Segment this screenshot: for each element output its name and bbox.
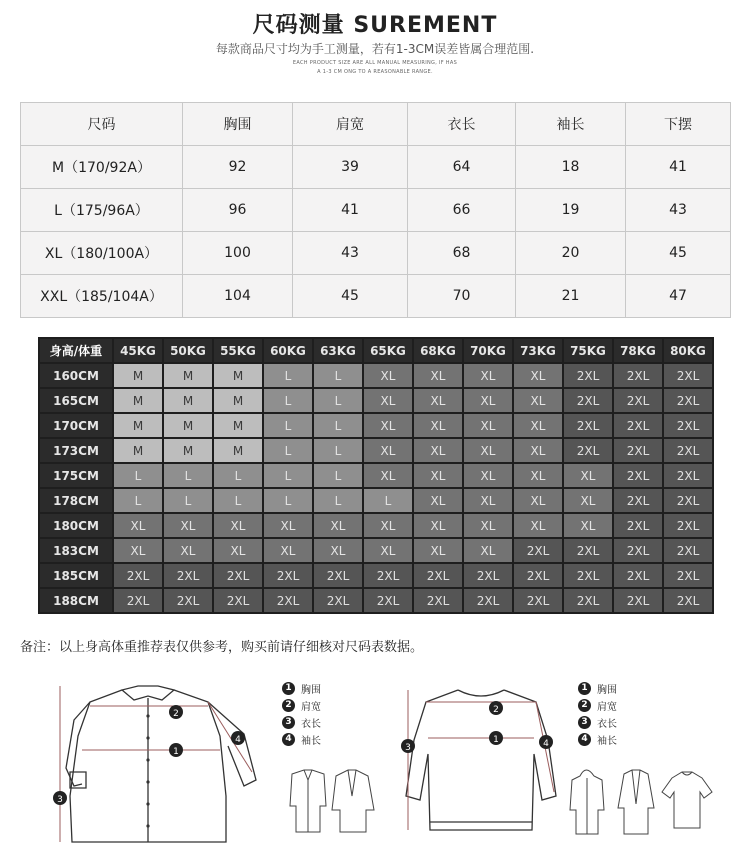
table-row xyxy=(40,464,712,487)
table-row xyxy=(40,589,712,612)
height-weight-corner-label: 身高/体重 xyxy=(40,339,112,362)
english-note-line2: A 1-3 CM ONG TO A REASONABLE RANGE. xyxy=(317,69,433,75)
svg-text:4: 4 xyxy=(235,735,241,745)
svg-text:2: 2 xyxy=(173,709,179,719)
recommended-size-cell: XL xyxy=(464,414,512,437)
recommended-size-cell: 2XL xyxy=(664,514,712,537)
recommended-size-cell: 2XL xyxy=(614,364,662,387)
recommended-size-cell: XL xyxy=(464,489,512,512)
svg-text:3: 3 xyxy=(405,743,411,753)
recommended-size-cell: 2XL xyxy=(414,589,462,612)
measurement-cell: 43 xyxy=(293,232,408,275)
recommended-size-cell: 2XL xyxy=(664,464,712,487)
marker-length-icon xyxy=(53,791,67,805)
legend-chest xyxy=(578,681,617,696)
recommended-size-cell: 2XL xyxy=(264,589,312,612)
recommended-size-cell: L xyxy=(264,389,312,412)
recommended-size-cell: XL xyxy=(514,364,562,387)
recommended-size-cell: XL xyxy=(364,539,412,562)
height-header-cell: 175CM xyxy=(40,464,112,487)
recommended-size-cell: 2XL xyxy=(664,414,712,437)
recommended-size-cell: XL xyxy=(414,489,462,512)
recommended-size-cell: 2XL xyxy=(564,589,612,612)
legend-shoulder xyxy=(578,698,617,713)
weight-header-cell: 55KG xyxy=(214,339,262,362)
hoodie-cardigan-tee-sketch-icon xyxy=(566,764,716,838)
marker-length-icon xyxy=(401,739,415,753)
recommended-size-cell: XL xyxy=(114,514,162,537)
height-header-cell: 170CM xyxy=(40,414,112,437)
recommended-size-cell: XL xyxy=(364,439,412,462)
recommended-size-cell: 2XL xyxy=(614,589,662,612)
measurement-cell: 45 xyxy=(293,275,408,318)
height-header-cell: 173CM xyxy=(40,439,112,462)
recommended-size-cell: XL xyxy=(314,539,362,562)
recommended-size-cell: XL xyxy=(414,389,462,412)
weight-header-cell: 73KG xyxy=(514,339,562,362)
height-header-cell: 160CM xyxy=(40,364,112,387)
size-table-header-cell: 尺码 xyxy=(21,103,183,146)
recommended-size-cell: M xyxy=(114,439,162,462)
size-label-cell: L（175/96A） xyxy=(21,189,183,232)
table-row xyxy=(21,232,731,275)
weight-header-cell: 80KG xyxy=(664,339,712,362)
sweater-measurement-diagram xyxy=(396,680,566,840)
height-header-cell: 183CM xyxy=(40,539,112,562)
marker-shoulder-icon xyxy=(169,705,183,719)
recommended-size-cell: XL xyxy=(214,539,262,562)
size-label-cell: XXL（185/104A） xyxy=(21,275,183,318)
recommended-size-cell: M xyxy=(114,389,162,412)
recommended-size-cell: 2XL xyxy=(364,589,412,612)
measurement-cell: 39 xyxy=(293,146,408,189)
recommended-size-cell: XL xyxy=(364,389,412,412)
recommended-size-cell: L xyxy=(314,464,362,487)
measurement-cell: 70 xyxy=(408,275,516,318)
shirt-measurement-diagram xyxy=(30,676,260,856)
legend-shoulder xyxy=(282,698,321,713)
recommended-size-cell: 2XL xyxy=(314,564,362,587)
recommended-size-cell: L xyxy=(264,364,312,387)
footnote: 备注：以上身高体重推荐表仅供参考，购买前请仔细核对尺码表数据。 xyxy=(20,640,424,655)
recommended-size-cell: XL xyxy=(464,364,512,387)
recommended-size-cell: L xyxy=(114,489,162,512)
table-row xyxy=(21,275,731,318)
recommended-size-cell: XL xyxy=(414,439,462,462)
recommended-size-cell: 2XL xyxy=(214,564,262,587)
recommended-size-cell: 2XL xyxy=(114,589,162,612)
english-note-line1: EACH PRODUCT SIZE ARE ALL MANUAL MEASURING, IF HAS xyxy=(292,60,458,66)
recommended-size-cell: 2XL xyxy=(614,389,662,412)
recommended-size-cell: 2XL xyxy=(114,564,162,587)
weight-header-cell: 60KG xyxy=(264,339,312,362)
recommended-size-cell: M xyxy=(164,389,212,412)
recommended-size-cell: M xyxy=(164,414,212,437)
number-1-icon: 1 xyxy=(578,682,591,695)
recommended-size-cell: 2XL xyxy=(514,539,562,562)
recommended-size-cell: 2XL xyxy=(164,564,212,587)
recommended-size-cell: XL xyxy=(564,489,612,512)
size-table-header-cell: 下摆 xyxy=(626,103,731,146)
recommended-size-cell: 2XL xyxy=(564,414,612,437)
recommended-size-cell: XL xyxy=(564,464,612,487)
legend-length xyxy=(578,715,617,730)
recommended-size-cell: 2XL xyxy=(164,589,212,612)
table-row xyxy=(40,364,712,387)
size-table-header-row xyxy=(21,103,731,146)
recommended-size-cell: XL xyxy=(114,539,162,562)
recommended-size-cell: L xyxy=(314,414,362,437)
recommended-size-cell: 2XL xyxy=(314,589,362,612)
recommended-size-cell: M xyxy=(214,414,262,437)
legend-sleeve xyxy=(282,732,321,747)
weight-header-cell: 75KG xyxy=(564,339,612,362)
measurement-cell: 18 xyxy=(516,146,626,189)
size-table xyxy=(20,102,731,318)
recommended-size-cell: XL xyxy=(264,539,312,562)
weight-header-cell: 70KG xyxy=(464,339,512,362)
recommended-size-cell: XL xyxy=(514,389,562,412)
recommended-size-cell: XL xyxy=(464,539,512,562)
table-row xyxy=(40,489,712,512)
recommended-size-cell: XL xyxy=(414,464,462,487)
recommended-size-cell: XL xyxy=(464,464,512,487)
table-row xyxy=(21,189,731,232)
svg-text:1: 1 xyxy=(493,735,499,745)
weight-header-cell: 63KG xyxy=(314,339,362,362)
recommended-size-cell: XL xyxy=(364,414,412,437)
weight-header-cell: 68KG xyxy=(414,339,462,362)
recommended-size-cell: XL xyxy=(514,489,562,512)
recommended-size-cell: M xyxy=(114,364,162,387)
number-2-icon: 2 xyxy=(578,699,591,712)
recommended-size-cell: L xyxy=(264,464,312,487)
measurement-cell: 66 xyxy=(408,189,516,232)
recommended-size-cell: L xyxy=(314,439,362,462)
recommended-size-cell: L xyxy=(214,489,262,512)
recommended-size-cell: 2XL xyxy=(564,564,612,587)
recommended-size-cell: 2XL xyxy=(264,564,312,587)
recommended-size-cell: 2XL xyxy=(464,564,512,587)
height-header-cell: 188CM xyxy=(40,589,112,612)
recommended-size-cell: XL xyxy=(514,464,562,487)
recommended-size-cell: M xyxy=(114,414,162,437)
number-2-icon: 2 xyxy=(282,699,295,712)
measurement-cell: 41 xyxy=(293,189,408,232)
table-row xyxy=(40,564,712,587)
recommended-size-cell: 2XL xyxy=(614,564,662,587)
recommended-size-cell: XL xyxy=(264,514,312,537)
recommended-size-cell: XL xyxy=(164,514,212,537)
measurement-cell: 92 xyxy=(183,146,293,189)
recommended-size-cell: M xyxy=(214,364,262,387)
height-header-cell: 180CM xyxy=(40,514,112,537)
measurement-cell: 96 xyxy=(183,189,293,232)
recommended-size-cell: L xyxy=(264,439,312,462)
height-header-cell: 178CM xyxy=(40,489,112,512)
svg-text:4: 4 xyxy=(543,739,549,749)
recommended-size-cell: 2XL xyxy=(564,389,612,412)
weight-header-cell: 45KG xyxy=(114,339,162,362)
recommended-size-cell: 2XL xyxy=(664,364,712,387)
recommended-size-cell: L xyxy=(164,464,212,487)
measurement-cell: 41 xyxy=(626,146,731,189)
recommended-size-cell: XL xyxy=(514,439,562,462)
recommended-size-cell: L xyxy=(314,364,362,387)
recommended-size-cell: M xyxy=(164,364,212,387)
legend-label: 肩宽 xyxy=(301,702,321,713)
page-subtitle: 每款商品尺寸均为手工测量，若有1-3CM误差皆属合理范围. xyxy=(215,42,535,56)
recommended-size-cell: 2XL xyxy=(664,439,712,462)
recommended-size-cell: 2XL xyxy=(514,589,562,612)
number-4-icon: 4 xyxy=(578,733,591,746)
recommended-size-cell: XL xyxy=(364,514,412,537)
size-table-header-cell: 胸围 xyxy=(183,103,293,146)
legend-sleeve xyxy=(578,732,617,747)
recommended-size-cell: XL xyxy=(414,539,462,562)
recommended-size-cell: 2XL xyxy=(664,589,712,612)
size-table-header-cell: 衣长 xyxy=(408,103,516,146)
size-table-header-cell: 袖长 xyxy=(516,103,626,146)
recommended-size-cell: L xyxy=(314,489,362,512)
number-3-icon: 3 xyxy=(282,716,295,729)
legend-label: 胸围 xyxy=(301,685,321,696)
measurement-cell: 45 xyxy=(626,232,731,275)
recommended-size-cell: XL xyxy=(364,364,412,387)
marker-chest-icon xyxy=(169,743,183,757)
recommended-size-cell: M xyxy=(214,439,262,462)
size-label-cell: XL（180/100A） xyxy=(21,232,183,275)
recommended-size-cell: XL xyxy=(164,539,212,562)
recommended-size-cell: 2XL xyxy=(664,539,712,562)
measurement-cell: 47 xyxy=(626,275,731,318)
measurement-cell: 19 xyxy=(516,189,626,232)
number-3-icon: 3 xyxy=(578,716,591,729)
measurement-cell: 100 xyxy=(183,232,293,275)
recommended-size-cell: L xyxy=(264,489,312,512)
weight-header-cell: 65KG xyxy=(364,339,412,362)
table-row xyxy=(21,146,731,189)
size-table-header-cell: 肩宽 xyxy=(293,103,408,146)
legend-label: 袖长 xyxy=(597,736,617,747)
recommended-size-cell: XL xyxy=(564,514,612,537)
table-row xyxy=(40,514,712,537)
recommended-size-cell: 2XL xyxy=(414,564,462,587)
table-row xyxy=(40,539,712,562)
page-title: 尺码测量 SUREMENT xyxy=(252,13,498,38)
recommended-size-cell: XL xyxy=(364,464,412,487)
recommended-size-cell: XL xyxy=(464,514,512,537)
recommended-size-cell: XL xyxy=(214,514,262,537)
recommended-size-cell: 2XL xyxy=(664,564,712,587)
table-row xyxy=(40,389,712,412)
recommended-size-cell: 2XL xyxy=(664,389,712,412)
legend-label: 袖长 xyxy=(301,736,321,747)
recommended-size-cell: 2XL xyxy=(614,439,662,462)
measurement-cell: 68 xyxy=(408,232,516,275)
recommended-size-cell: 2XL xyxy=(664,489,712,512)
marker-sleeve-icon xyxy=(231,731,245,745)
recommended-size-cell: 2XL xyxy=(364,564,412,587)
recommended-size-cell: L xyxy=(214,464,262,487)
measurement-cell: 43 xyxy=(626,189,731,232)
recommended-size-cell: XL xyxy=(414,514,462,537)
marker-sleeve-icon xyxy=(539,735,553,749)
recommended-size-cell: L xyxy=(364,489,412,512)
recommended-size-cell: L xyxy=(314,389,362,412)
weight-header-cell: 50KG xyxy=(164,339,212,362)
weight-header-cell: 78KG xyxy=(614,339,662,362)
legend-label: 衣长 xyxy=(597,719,617,730)
table-row xyxy=(40,414,712,437)
svg-text:3: 3 xyxy=(57,795,63,805)
recommended-size-cell: M xyxy=(164,439,212,462)
recommended-size-cell: XL xyxy=(314,514,362,537)
recommended-size-cell: XL xyxy=(464,389,512,412)
recommended-size-cell: 2XL xyxy=(214,589,262,612)
svg-text:2: 2 xyxy=(493,705,499,715)
recommended-size-cell: L xyxy=(264,414,312,437)
legend-label: 肩宽 xyxy=(597,702,617,713)
recommended-size-cell: 2XL xyxy=(564,539,612,562)
recommended-size-cell: 2XL xyxy=(614,539,662,562)
size-recommendation-table xyxy=(38,337,714,614)
marker-shoulder-icon xyxy=(489,701,503,715)
recommended-size-cell: XL xyxy=(464,439,512,462)
legend-label: 衣长 xyxy=(301,719,321,730)
measurement-cell: 104 xyxy=(183,275,293,318)
recommended-size-cell: 2XL xyxy=(564,364,612,387)
recommended-size-cell: 2XL xyxy=(614,514,662,537)
recommended-size-cell: 2XL xyxy=(564,439,612,462)
measurement-cell: 21 xyxy=(516,275,626,318)
recommended-size-cell: XL xyxy=(414,414,462,437)
number-1-icon: 1 xyxy=(282,682,295,695)
size-label-cell: M（170/92A） xyxy=(21,146,183,189)
table-row xyxy=(40,439,712,462)
measurement-cell: 64 xyxy=(408,146,516,189)
recommended-size-cell: XL xyxy=(514,514,562,537)
number-4-icon: 4 xyxy=(282,733,295,746)
recommended-size-cell: 2XL xyxy=(514,564,562,587)
recommended-size-cell: XL xyxy=(414,364,462,387)
recommended-size-cell: XL xyxy=(514,414,562,437)
legend-label: 胸围 xyxy=(597,685,617,696)
recommended-size-cell: M xyxy=(214,389,262,412)
height-header-cell: 165CM xyxy=(40,389,112,412)
recommended-size-cell: L xyxy=(114,464,162,487)
marker-chest-icon xyxy=(489,731,503,745)
recommended-size-cell: 2XL xyxy=(614,489,662,512)
recommended-size-cell: L xyxy=(164,489,212,512)
svg-text:1: 1 xyxy=(173,747,179,757)
recommended-size-cell: 2XL xyxy=(614,414,662,437)
recommended-size-cell: 2XL xyxy=(614,464,662,487)
height-header-cell: 185CM xyxy=(40,564,112,587)
recommended-size-cell: 2XL xyxy=(464,589,512,612)
jacket-sketch-icon xyxy=(274,766,384,836)
legend-chest xyxy=(282,681,321,696)
legend-length xyxy=(282,715,321,730)
recommendation-header-row xyxy=(40,339,712,362)
measurement-cell: 20 xyxy=(516,232,626,275)
